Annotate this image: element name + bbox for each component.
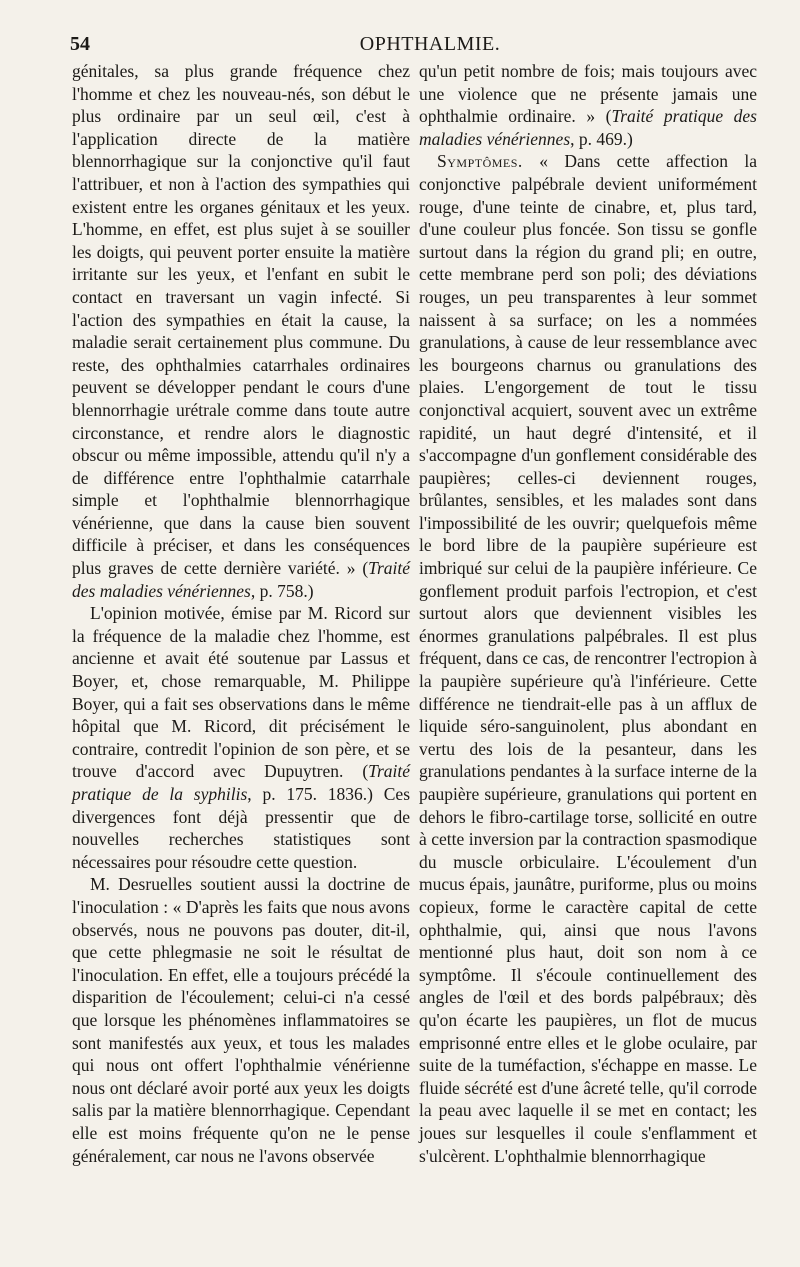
paragraph	[72, 873, 410, 1167]
paragraph-text: « Dans cette affection la conjonctive palpébrale devient uniformément rouge, d'une teinte de cinabre, et, plus tard, d'une couleur plus foncée. Son tissu se gonfle surtout dans la région du grand pli; en outre, cette membrane perd son poli; des déviations rouges, un peu transparentes à leur sommet naissent à sa surface; on les a nommées granulations, à cause de leur ressemblance avec les bourgeons charnus ou granulations des plaies. L'engorgement de tout le tissu conjonctival acquiert, souvent avec un extrême rapidité, un haut degré d'intensité, et il s'accompagne d'un gonflement considérable des paupières; celles-ci deviennent rouges, brûlantes, sensibles, et les malades sont dans l'impossibilité de les ouvrir; quelquefois même le bord libre de la paupière supérieure est imbriqué sur celui de la paupière inférieure. Ce gonflement produit parfois l'ectropion, et c'est surtout alors que deviennent visibles les énormes granulations palpébrales. Il est plus fréquent, dans ce cas, de rencontrer l'ectropion à la paupière supérieure qu'à l'inférieure. Cette différence ne tiendrait-elle pas à un afflux de liquide séro-sanguinolent, plus abondant en vertu des lois de la pesanteur, dans les granulations pendantes à la surface interne de la paupière supérieure, granulations qui portent en dehors le fibro-cartilage torse, sollicité en outre à cette inversion par la contraction spasmodique du muscle orbiculaire. L'écoulement d'un mucus épais, jaunâtre, puriforme, plus ou moins copieux, forme le caractère capital de cette ophthalmie, qui, ainsi que nous l'avons mentionné plus haut, doit son nom à ce symptôme. Il s'écoule continuellement des angles de l'œil et des bords palpébraux; dès qu'on écarte les paupières, un flot de mucus emprisonné entre elles et le globe oculaire, par suite de la tuméfaction, s'échappe en masse. Le fluide sécrété est d'une âcreté telle, qu'il corrode la peau avec laquelle il se met en contact; les joues sur lesquelles il coule s'enflamment et s'ulcèrent. L'ophthalmie blennorrhagique	[419, 151, 757, 1166]
paragraph-text: génitales, sa plus grande fréquence chez l'homme et chez les nouveau-nés, son début le plus ordinaire par un seul œil, c'est à l'application directe de la matière blennorrhagique sur la conjonctive qu'il faut l'attribuer, et non à l'action des sympathies qui existent entre les organes génitaux et les yeux. L'homme, en effet, est plus sujet à se souiller les doigts, qui peuvent porter ensuite la matière irritante sur les yeux, et l'enfant en subit le contact en traversant un vagin infecté. Si l'action des sympathies en était la cause, la maladie serait certainement plus commune. Du reste, des ophthalmies catarrhales ordinaires peuvent se développer pendant le cours d'une blennorrhagie urétrale comme dans toute autre circonstance, et rendre alors le diagnostic obscur ou même impossible, attendu qu'il n'y a de différence entre l'ophthalmie catarrhale simple et l'ophthalmie blennorrhagique vénérienne, que dans la cause bien souvent difficile à préciser, et dans les conséquences plus graves de cette dernière variété. » (	[72, 61, 410, 579]
section-heading: Symptômes.	[437, 151, 523, 172]
running-header	[70, 30, 790, 58]
running-title: OPHTHALMIE.	[359, 33, 501, 55]
right-column	[419, 60, 757, 1167]
paragraph-text: L'opinion motivée, émise par M. Ricord sur la fréquence de la maladie chez l'homme, est ancienne et avait été soutenue par Lassus et Boyer, et, chose remarquable, M. Philippe Boyer, qui a fait ses observations dans le même hôpital que M. Ricord, dit précisément le contraire, contredit l'opinion de son père, et se trouve d'accord avec Dupuytren. (	[72, 603, 410, 782]
citation-title: Traité pratique des maladies vénériennes	[419, 106, 757, 149]
paragraph	[72, 602, 410, 873]
paragraph-text: qu'un petit nombre de fois; mais toujours avec une violence que ne présente jamais une ophthalmie ordinaire. » (	[419, 61, 757, 127]
paragraph	[72, 60, 410, 602]
citation-title: Traité pratique de la syphilis	[72, 761, 410, 804]
paragraph-text: M. Desruelles soutient aussi la doctrine de l'inoculation : « D'après les faits que nous avons observés, nous ne pouvons pas douter, dit-il, que cette phlegmasie ne soit le résultat de l'inoculation. En effet, elle a toujours précédé la disparition de l'écoulement; celui-ci n'a cessé que lorsque les phénomènes inflammatoires se sont manifestés aux yeux, et tous les malades qui nous ont offert l'ophthalmie vénérienne nous ont déclaré avoir porté aux yeux les doigts salis par la matière blennorrhagique. Cependant elle est moins fréquente qu'on ne le pense généralement, car nous ne l'avons observée	[72, 874, 410, 1166]
citation-ref: , p. 469.)	[570, 128, 633, 149]
citation-title: Traité des maladies vénériennes	[72, 558, 410, 601]
paragraph-text: , p. 175. 1836.) Ces divergences font déjà pressentir que de nouvelles recherches statistiques sont nécessaires pour résoudre cette question.	[72, 784, 411, 872]
citation-ref: , p. 758.)	[250, 580, 314, 601]
left-column	[72, 60, 410, 1167]
paragraph	[419, 60, 757, 150]
page-number: 54	[70, 33, 90, 55]
paragraph	[419, 150, 757, 1167]
